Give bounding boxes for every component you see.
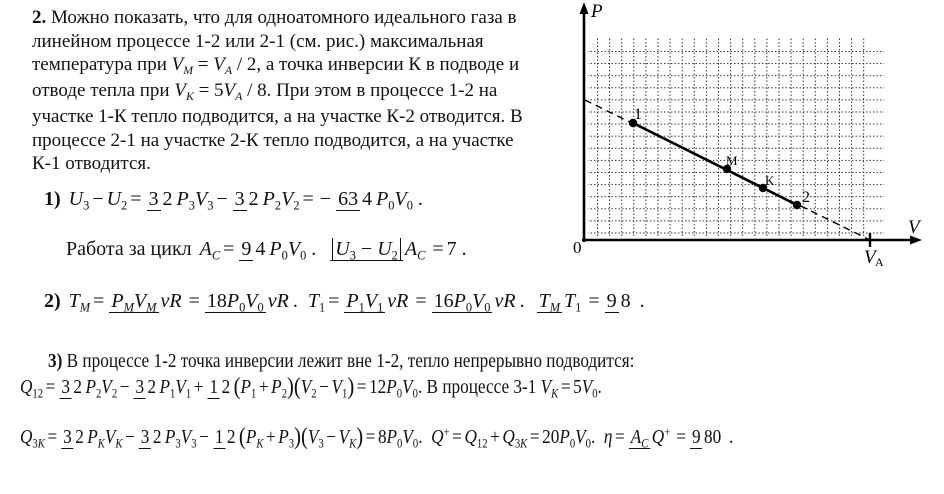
v-axis-label: V <box>908 217 920 238</box>
fraction: $18P_0V_0$ νR <box>206 290 289 315</box>
q3k-equation: $Q_{3K}$ = 3 2 $P_KV_K$ − 3 2 $P_3V_3$ − 1 2 ( $P_K$ + $P_3$ )( $V_3$ − $V_K$ ) = 8 $P_0V_0$. Q+ = $Q_{12}$ + $Q_{3K}$ = 20 $P_0V_0$. η = $A_C$ Q+ = 9 80 . <box>20 424 734 451</box>
fraction: $T_M$ $T_1$ <box>538 290 582 315</box>
fraction: 63 4 <box>338 188 373 210</box>
statement-line-3: температура при $V_M = V_A / 2$, а точка инверсии К в подводе и <box>32 54 520 78</box>
fraction: $P_MV_M$ νR <box>111 290 182 315</box>
part2-label: 2) <box>44 290 61 312</box>
work-equation: Работа за цикл $A_C$ = 9 4 $P_0V_0$ . $U_3 - U_2$ $A_C$ = 7 . <box>66 238 467 263</box>
point-2 <box>793 201 801 209</box>
part1-label: 1) <box>44 188 61 210</box>
q12-equation: $Q_{12}$ = 3 2 $P_2V_2$ − 3 2 $P_1V_1$ + 1 2 ( $P_1$ + $P_2$ )( $V_2$ − $V_1$ ) = 12 $P_0V_0$. В процессе 3-1 $V_K$ = 5 $V_0$. <box>20 374 602 401</box>
problem-number: 2. <box>32 7 47 28</box>
grid <box>588 38 884 238</box>
statement-line-7: К-1 отводится. <box>32 153 151 175</box>
point-2-label: 2 <box>802 189 810 206</box>
work-label: Работа за цикл <box>66 238 192 260</box>
va-label-sub: A <box>875 255 884 269</box>
point-k-label: K <box>765 173 775 188</box>
statement-line-6: процессе 2-1 на участке 2-К тепло подводится, а на участке <box>32 129 514 151</box>
fraction: 3 2 <box>234 188 259 210</box>
fraction: 3 2 <box>148 188 173 210</box>
statement-line-4: отводе тепла при $V_K = 5V_A / 8$. При этом в процессе 1-2 на <box>32 80 498 104</box>
part3-label: 3) <box>48 350 63 372</box>
ratio-fraction: $U_3 - U_2$ $A_C$ <box>330 239 427 260</box>
part3-text: 3) В процессе 1-2 точка инверсии лежит вне 1-2, тепло непрерывно подводится: <box>48 350 635 372</box>
pv-diagram <box>560 0 944 280</box>
statement-line-1: 2. Можно показать, что для одноатомного идеального газа в <box>32 7 517 28</box>
origin-label: 0 <box>573 238 582 257</box>
va-label: V <box>864 247 876 268</box>
fraction: $16P_0V_0$ νR <box>433 290 516 315</box>
fraction: $P_1V_1$ νR <box>346 290 409 315</box>
point-1-label: 1 <box>634 106 642 123</box>
problem-statement <box>32 6 572 176</box>
statement-line-2: линейном процессе 1-2 или 2-1 (см. рис.) максимальная <box>32 30 484 52</box>
fraction: 9 8 <box>606 290 631 312</box>
part2-equation: 2) $T_M$ = $P_MV_M$ νR = $18P_0V_0$ νR . $T_1$ = $P_1V_1$ νR = $16P_0V_0$ νR . $T_M$ $T_1$ = 9 8 . <box>44 290 645 315</box>
fraction: 9 4 <box>241 238 266 260</box>
part1-equation: 1) $U_3$ − $U_2$ = 3 2 $P_3V_3$ − 3 2 $P_2V_2$ = − 63 4 $P_0V_0$ . <box>44 188 423 213</box>
p-axis-arrow-icon <box>580 2 589 14</box>
statement-line-5: участке 1-К тепло подводится, а на участке К-2 отводится. В <box>32 106 523 128</box>
p-axis-label: P <box>591 1 603 22</box>
point-m-label: M <box>726 153 738 168</box>
